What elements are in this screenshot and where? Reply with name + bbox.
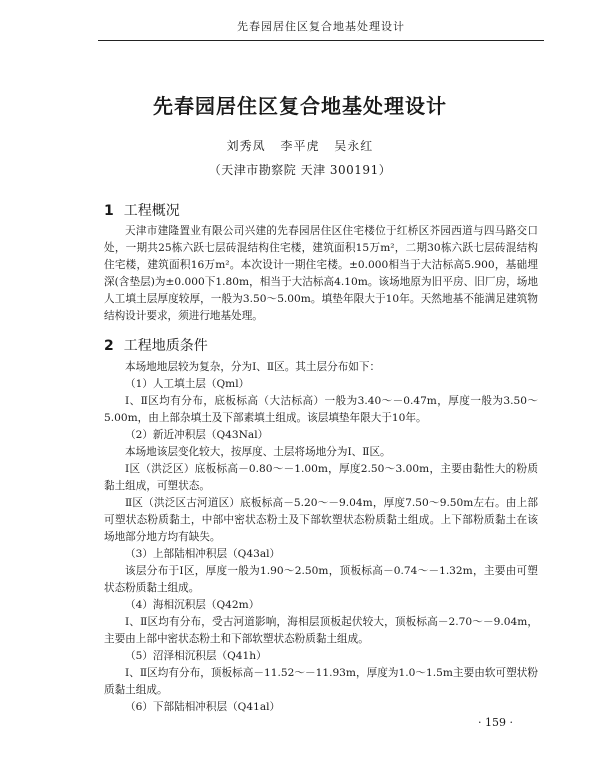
section-2-line: （4）海相沉积层（Q42m） — [125, 599, 260, 611]
section-1-heading — [104, 200, 180, 220]
page-number: · 159 · — [478, 716, 513, 729]
section-2-line: （1）人工填土层（Qml） — [125, 378, 250, 390]
section-2-line: Ⅰ区（洪泛区）底板标高－0.80～－1.00m，厚度2.50～3.00m，主要由黏性大的粉质黏土组成，可塑状态。 — [104, 463, 538, 492]
authors: 刘秀凤 李平虎 吴永红 — [226, 139, 374, 153]
section-2-line: Ⅰ、Ⅱ区均有分布，底板标高（大沽标高）一般为3.40～－0.47m，厚度一般为3.50～5.00m，由上部杂填土及下部素填土组成。该层填垫年限大于10年。 — [104, 395, 538, 424]
section-2-body — [104, 359, 538, 716]
section-1-paragraph: 天津市建隆置业有限公司兴建的先春园居住区住宅楼位于红桥区芥园西道与四马路交口处，一期共25栋六跃七层砖混结构住宅楼，建筑面积15万m²，二期30栋六跃七层砖混结构住宅楼，建筑面积16万m²。本次设计一期住宅楼。±0.000相当于大沽标高5.900，基础埋深(含垫层)为±0.000下1.80m，相当于大沽标高4.10m。该场地原为旧平房、旧厂房，场地人工填土层厚度较厚，一般为3.50～5.00m。填垫年限大于10年。天然地基不能满足建筑物结构设计要求，须进行地基处理。 — [104, 225, 538, 322]
section-2-line: 本场地地层较为复杂，分为Ⅰ、Ⅱ区。其土层分布如下： — [125, 361, 381, 373]
section-2-title: 工程地质条件 — [123, 338, 208, 354]
section-2-line: 该层分布于Ⅰ区，厚度一般为1.90～2.50m，顶板标高－0.74～－1.32m，主要由可塑状态粉质黏土组成。 — [104, 565, 538, 594]
section-1-body — [104, 223, 538, 325]
section-1-title: 工程概况 — [123, 203, 180, 219]
paper-title: 先春园居住区复合地基处理设计 — [153, 94, 447, 118]
section-2-line: Ⅱ区（洪泛区古河道区）底板标高－5.20～－9.04m，厚度7.50～9.50m左右。由上部可塑状态粉质黏土，中部中密状态粉土及下部软塑状态粉质黏土组成。上下部粉质黏土在该场地部分地方均有缺失。 — [104, 497, 538, 543]
section-1-number: 1 — [104, 203, 114, 219]
running-head: 先春园居住区复合地基处理设计 — [98, 18, 544, 41]
section-2-line: Ⅰ、Ⅱ区均有分布，顶板标高－11.52～－11.93m，厚度为1.0～1.5m主要由软可塑状粉质黏土组成。 — [104, 667, 538, 696]
section-2-line: （5）沼泽相沉积层（Q41h） — [125, 650, 267, 662]
affiliation: （天津市勘察院 天津 300191） — [208, 163, 392, 177]
section-2-number: 2 — [104, 338, 114, 354]
section-2-line: （2）新近冲积层（Q43Nal） — [125, 429, 269, 441]
section-2-line: Ⅰ、Ⅱ区均有分布，受古河道影响，海相层顶板起伏较大，顶板标高－2.70～－9.04m，主要由上部中密状态粉土和下部软塑状态粉质黏土组成。 — [104, 616, 538, 645]
section-2-line: 本场地该层变化较大，按厚度、土层将场地分为Ⅰ、Ⅱ区。 — [125, 446, 391, 458]
section-2-heading — [104, 335, 208, 355]
section-2-line: （6）下部陆相冲积层（Q41al） — [125, 701, 281, 713]
section-2-line: （3）上部陆相冲积层（Q43al） — [125, 548, 281, 560]
